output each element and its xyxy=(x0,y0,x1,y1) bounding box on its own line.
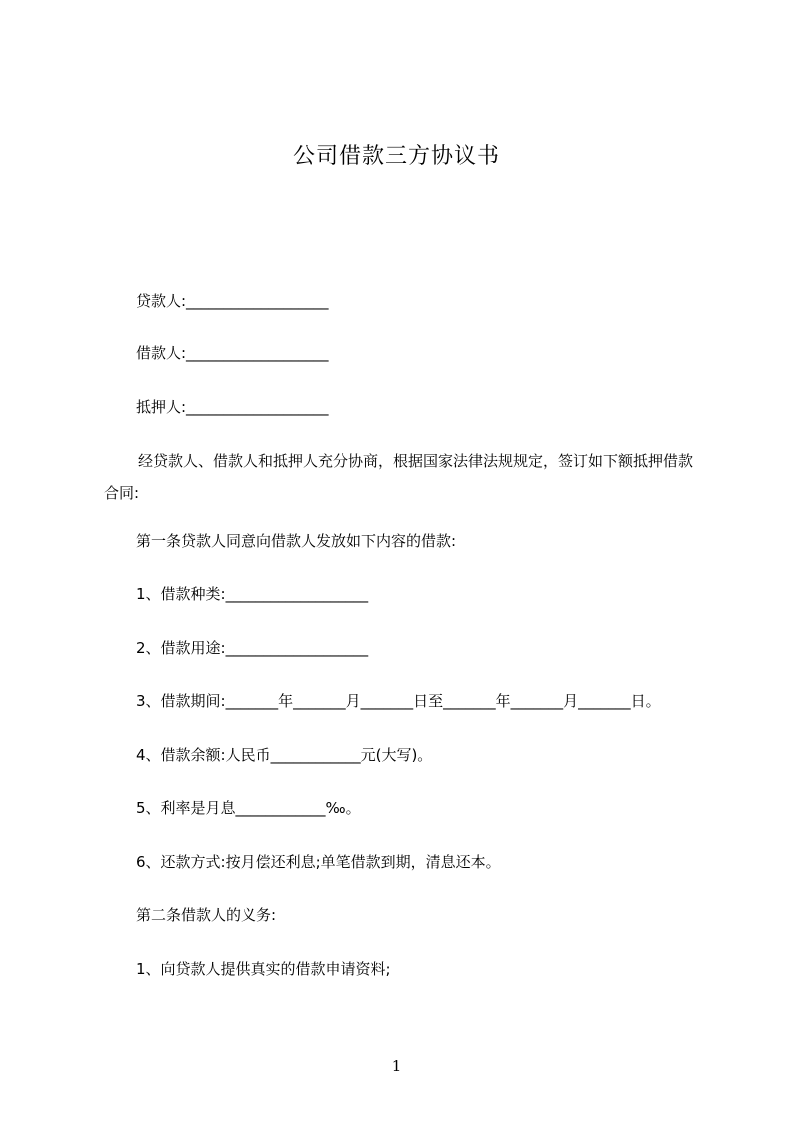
document-title: 公司借款三方协议书 xyxy=(292,144,500,169)
intro-paragraph: 经贷款人、借款人和抵押人充分协商，根据国家法律法规规定，签订如下额抵押借款合同: xyxy=(104,452,694,502)
interest-rate-line: 5、利率是月息____________‰。 xyxy=(136,799,361,817)
borrower-line: 借款人:___________________ xyxy=(136,344,329,362)
loan-type-line: 1、借款种类:___________________ xyxy=(136,585,369,603)
loan-balance-line: 4、借款余额:人民币____________元(大写)。 xyxy=(136,746,433,764)
mortgagor-line: 抵押人:___________________ xyxy=(136,398,329,416)
repayment-method-line: 6、还款方式:按月偿还利息;单笔借款到期，清息还本。 xyxy=(136,853,501,871)
article-2-heading: 第二条借款人的义务: xyxy=(136,906,277,924)
loan-purpose-line: 2、借款用途:___________________ xyxy=(136,639,369,657)
borrower-duty-1-line: 1、向贷款人提供真实的借款申请资料; xyxy=(136,960,391,978)
lender-line: 贷款人:___________________ xyxy=(136,292,329,310)
page-number: 1 xyxy=(391,1057,402,1075)
loan-period-line: 3、借款期间:_______年_______月_______日至_______年_______月_______日。 xyxy=(136,692,661,710)
article-1-heading: 第一条贷款人同意向借款人发放如下内容的借款: xyxy=(136,532,457,550)
